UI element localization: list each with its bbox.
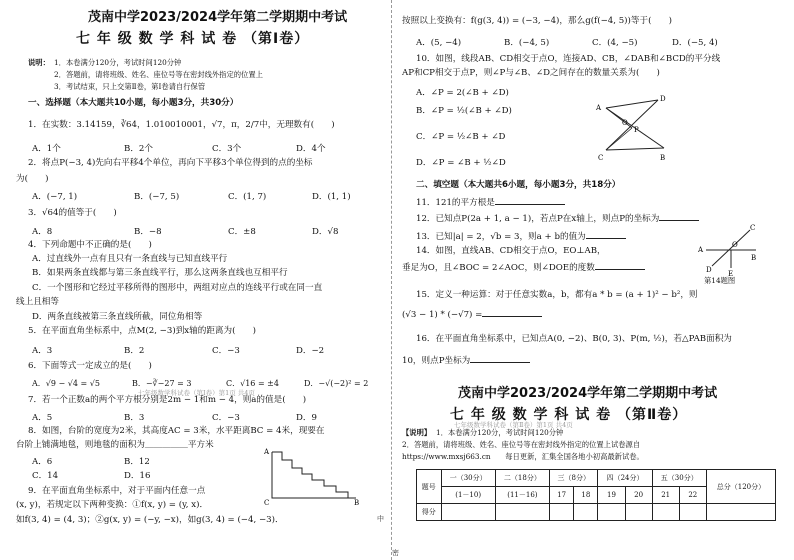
q2-option-d: D．(1, 1) (312, 192, 351, 202)
score-cell[interactable] (598, 504, 625, 521)
q4-option-d: D．两条直线被第三条直线所截，同位角相等 (32, 312, 203, 322)
question-10: 10．如图，线段AB、CD相交于点O，连接AD、CB，∠DAB和∠BCD的平分线 (416, 54, 721, 64)
q1-option-d: D．4个 (296, 144, 326, 154)
q7-option-d: D．9 (296, 413, 317, 423)
score-header-3: 三（8分） (550, 470, 598, 487)
question-9: 9．在平面直角坐标系中，对于平面内任意一点 (28, 486, 206, 496)
question-1: 1．在实数：3.14159，∛64，1.010010001，√7，π，2/7中，无理数有( ) (28, 120, 335, 130)
question-14: 14．如图，直线AB、CD相交于点O，EO⊥AB， (416, 246, 606, 256)
question-4: 4．下列命题中不正确的是( ) (28, 240, 152, 250)
note-2: 2．答题前，请将班级、姓名、座位号等在密封线外指定的位置上 (54, 70, 263, 79)
fig8-label-b: B (354, 499, 360, 506)
score-cell[interactable] (625, 504, 652, 521)
q9-option-b: B．(−4, 5) (504, 38, 550, 48)
staircase-figure (264, 446, 364, 506)
q9-option-c: C．(4, −5) (592, 38, 638, 48)
note2-1: 1．本卷满分120分，考试时间120分钟 (436, 428, 564, 437)
question-14-cont-text: 垂足为O，且∠BOC = 2∠AOC，则∠DOE的度数 (402, 263, 595, 273)
paper-title: 七 年 级 数 学 科 试 卷 （第Ⅰ卷） (76, 31, 310, 47)
q8-option-c: C．14 (32, 471, 59, 481)
fig14-label-o: O (732, 241, 738, 249)
fig10-label-b: B (660, 154, 666, 162)
note2-3: https://www.mxsj663.cn 每日更新，汇集全国各地小初高最新试卷。 (402, 452, 644, 461)
question-16-cont (402, 354, 530, 367)
watermark-left: 七年级数学科试卷（第Ⅰ卷）第1页 共4页 (138, 389, 255, 397)
paper-title-2: 七 年 级 数 学 科 试 卷 （第Ⅱ卷） (450, 407, 688, 423)
q15-answer-blank[interactable] (482, 308, 542, 317)
notes-label-2: 【说明】 (402, 428, 432, 437)
fig10-label-p: P (634, 126, 639, 134)
score-header-1: 一（30分） (441, 470, 495, 487)
school-title-2: 茂南中学2023/2024学年第二学期期中考试 (458, 386, 718, 401)
question-11 (416, 196, 565, 209)
section2-title: 二、填空题（本大题共6小题，每小题3分，共18分） (416, 180, 621, 190)
right-column (402, 0, 782, 560)
question-2: 2．将点P(−3, 4)先向右平移4个单位，再向下平移3个单位得到的点的坐标 (28, 158, 313, 168)
seal-mark-1: 中 (377, 515, 384, 523)
q3-option-d: D．√8 (312, 227, 339, 237)
question-5: 5．在平面直角坐标系中，点M(2, −3)到x轴的距离为( ) (28, 326, 256, 336)
fig8-label-a: A (264, 448, 270, 456)
fig8-label-c: C (264, 499, 270, 506)
score-sub-3: 17 (550, 487, 574, 504)
q9-option-d: D．(−5, 4) (672, 38, 718, 48)
question-10-cont: AP和CP相交于点P，则∠P与∠B、∠D之间存在的数量关系为( ) (402, 68, 660, 78)
q1-option-b: B．2个 (124, 144, 153, 154)
score-cell[interactable] (441, 504, 495, 521)
question-10-figure (594, 92, 678, 164)
fig14-label-e: E (728, 270, 734, 276)
figure-14-caption: 第14题图 (704, 276, 736, 285)
note-3: 3．考试结束，只上交第Ⅱ卷，第Ⅰ卷请自行保管 (54, 82, 206, 91)
score-table (416, 469, 776, 521)
fig14-label-a: A (698, 246, 704, 254)
score-header-label: 题号 (417, 470, 442, 504)
question-13-text: 13．已知|a| = 2，√b = 3，则a + b的值为 (416, 232, 586, 242)
q8-option-a: A．6 (32, 457, 53, 467)
q4-option-c-cont: 线上且相等 (16, 297, 59, 307)
score-sub-1: (1－10) (441, 487, 495, 504)
q3-option-a: A．8 (32, 227, 53, 237)
score-header-5: 五（30分） (652, 470, 706, 487)
score-sub-2: (11－16) (495, 487, 549, 504)
q6-option-b: B．−∛−27 = 3 (132, 379, 192, 388)
question-9-example: 如f(3, 4) = (4, 3)；②g(x, y) = (−y, −x)，如g(3, 4) = (−4, −3)． (16, 515, 284, 525)
q4-option-c: C．一个图形和它经过平移所得的图形中，两组对应点的连线平行或在同一直 (32, 283, 323, 293)
question-12 (416, 212, 699, 225)
question-15-cont (402, 308, 542, 321)
question-8-cont: 台阶上铺满地毯，则地毯的面积为＿＿＿＿＿平方米 (16, 440, 214, 450)
q3-option-c: C．±8 (228, 227, 256, 237)
watermark-right: 七年级数学科试卷（第Ⅱ卷）第1页 共4页 (454, 421, 573, 429)
q2-option-c: C．(1, 7) (228, 192, 267, 202)
score-header-2: 二（18分） (495, 470, 549, 487)
score-cell[interactable] (706, 504, 775, 521)
question-11-text: 11．121的平方根是 (416, 198, 495, 208)
score-sub-5: 19 (598, 487, 625, 504)
fig10-label-a: A (596, 104, 602, 112)
fig14-label-b: B (751, 254, 757, 262)
q7-option-c: C．−3 (212, 413, 240, 423)
seal-divider (391, 0, 392, 560)
q6-option-a: A．√9 − √4 = √5 (32, 379, 100, 388)
score-sub-7: 21 (652, 487, 679, 504)
fig10-label-d: D (660, 95, 666, 103)
q6-option-d: D．−√(−2)² = 2 (304, 379, 369, 388)
q12-answer-blank[interactable] (659, 212, 699, 221)
question-13 (416, 230, 626, 243)
q4-option-a: A．过直线外一点有且只有一条直线与已知直线平行 (32, 254, 228, 264)
q14-answer-blank[interactable] (595, 261, 645, 270)
score-cell[interactable] (495, 504, 549, 521)
section1-title: 一、选择题（本大题共10小题，每小题3分，共30分） (28, 98, 239, 108)
q5-option-a: A．3 (32, 346, 53, 356)
question-12-text: 12．已知点P(2a + 1, a − 1)，若点P在x轴上，则点P的坐标为 (416, 214, 660, 224)
q10-option-a: A．∠P = 2(∠B + ∠D) (416, 88, 509, 98)
q10-option-d: D．∠P = ∠B + ½∠D (416, 158, 506, 168)
score-cell[interactable] (550, 504, 574, 521)
question-14-figure (698, 220, 758, 276)
score-header-total: 总分（120分） (706, 470, 775, 504)
question-15-cont-text: (√3 − 1) * (−√7) = (402, 310, 483, 320)
q9-option-a: A．(5, −4) (416, 38, 462, 48)
q5-option-d: D．−2 (296, 346, 325, 356)
question-8: 8．如图，台阶的宽度为2米，其高度AC = 3米，水平距离BC = 4米，现要在 (28, 426, 325, 436)
question-14-cont (402, 261, 645, 274)
q7-option-a: A．5 (32, 413, 53, 423)
q5-option-c: C．−3 (212, 346, 240, 356)
left-column (16, 0, 392, 560)
score-sub-8: 22 (679, 487, 706, 504)
score-cell[interactable] (574, 504, 598, 521)
score-header-4: 四（24分） (598, 470, 652, 487)
notes-label: 说明： (28, 58, 50, 67)
score-cell[interactable] (679, 504, 706, 521)
question-6: 6．下面等式一定成立的是( ) (28, 361, 152, 371)
q11-answer-blank[interactable] (495, 196, 565, 205)
question-3: 3．√64的值等于( ) (28, 208, 117, 218)
q10-option-c: C．∠P = ½∠B + ∠D (416, 132, 506, 142)
q5-option-b: B．2 (124, 346, 145, 356)
note-1: 1．本卷满分120分，考试时间120分钟 (54, 58, 182, 67)
q10-option-b: B．∠P = ½(∠B + ∠D) (416, 106, 512, 116)
question-16-cont-text: 10，则点P坐标为 (402, 356, 471, 366)
q16-answer-blank[interactable] (470, 354, 530, 363)
q1-option-c: C．3个 (212, 144, 242, 154)
score-sub-4: 18 (574, 487, 598, 504)
fig14-label-d: D (706, 266, 712, 274)
fig10-label-o: O (622, 119, 628, 127)
note2-2: 2．答题前，请将班级、姓名、座位号等在密封线外指定的位置上试卷源自 (402, 440, 641, 449)
question-2-cont: 为( ) (16, 174, 49, 184)
score-row-label: 得分 (417, 504, 442, 521)
question-9-rule: 按照以上变换有：f(g(3, 4)) = (−3, −4)，那么g(f(−4, 5))等于( ) (402, 16, 672, 26)
school-title: 茂南中学2023/2024学年第二学期期中考试 (88, 10, 348, 25)
seal-mark-2: 密 (392, 549, 399, 557)
q8-option-b: B．12 (124, 457, 150, 467)
q2-option-a: A．(−7, 1) (32, 192, 78, 202)
score-sub-6: 20 (625, 487, 652, 504)
q3-option-b: B．−8 (134, 227, 162, 237)
question-9-cont: (x, y)，若规定以下两种变换：①f(x, y) = (y, x)． (16, 500, 209, 510)
q8-option-d: D．16 (124, 471, 151, 481)
q2-option-b: B．(−7, 5) (134, 192, 180, 202)
fig14-label-c: C (750, 224, 756, 232)
question-16: 16．在平面直角坐标系中，已知点A(0, −2)、B(0, 3)、P(m, ½)，若△PAB面积为 (416, 334, 732, 344)
fig10-label-c: C (598, 154, 604, 162)
q1-option-a: A．1个 (32, 144, 61, 154)
question-7: 7．若一个正数a的两个平方根分别是2m − 1和m − 4，则a的值是( ) (28, 395, 307, 405)
score-cell[interactable] (652, 504, 679, 521)
q13-answer-blank[interactable] (586, 230, 626, 239)
q4-option-b: B．如果两条直线都与第三条直线平行，那么这两条直线也互相平行 (32, 268, 288, 278)
question-15: 15．定义一种运算：对于任意实数a，b，都有a * b = (a + 1)² − b²，则 (416, 290, 698, 300)
q6-option-c: C．√16 = ±4 (226, 379, 279, 388)
q7-option-b: B．3 (124, 413, 145, 423)
